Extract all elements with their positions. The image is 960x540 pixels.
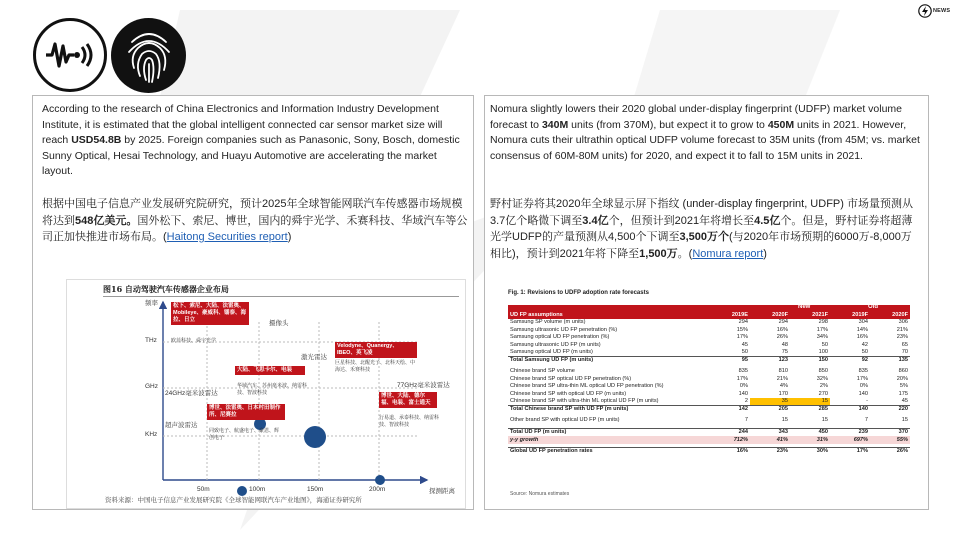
row-value: 450 (790, 429, 830, 437)
text-segment: 根据中国电子信息产业发展研究院研究，预计2025年全球智能网联汽车传感器市场规模将达到 (42, 198, 463, 227)
row-value: 5% (899, 383, 908, 390)
text-segment: (与2020年市场预期的6000万-8,000万相比)，预计到2021年将下降至 (490, 231, 912, 260)
y-tick-khz: KHz (145, 431, 158, 438)
camera-label: 摄像头 (269, 320, 289, 327)
table-row (508, 342, 910, 349)
row-value: 205 (750, 406, 790, 414)
row-value: 35 (750, 398, 790, 406)
row-value: 15 (781, 417, 788, 424)
row-value: 150 (790, 357, 830, 365)
row-value: 50 (861, 348, 868, 355)
news-label: NEWS (933, 8, 951, 14)
row-value: 92 (830, 357, 870, 365)
row-value: 135 (870, 357, 910, 365)
row-value: 16% (776, 326, 788, 333)
row-value: 15 (821, 417, 828, 424)
table-row (508, 327, 910, 334)
table-row (508, 376, 910, 383)
row-label: Samsung optical UD FP penetration (%) (510, 334, 610, 341)
text-segment: 野村证券将其2020年全球显示屏下指纹 (under-display fingerprint, UDFP) 市场量预测从3.7亿个略微下调至 (490, 198, 913, 227)
signal-wave-icon (44, 40, 96, 70)
y-tick-thz: THz (145, 337, 157, 344)
row-value: 26% (776, 334, 788, 341)
row-value: 17% (830, 448, 870, 456)
chart-title: 图16 自动驾驶汽车传感器企业布局 (103, 284, 229, 294)
left-english-paragraph (42, 102, 467, 180)
table-row (508, 436, 910, 443)
row-label: Chinese brand SP with optical UD FP (m units) (510, 390, 627, 397)
row-label: Samsung optical UD FP (m units) (510, 348, 593, 355)
row-value: 14% (856, 326, 868, 333)
row-label: Total UD FP (m units) (508, 429, 710, 437)
lidar-label: 激光雷达 (301, 354, 327, 361)
forecast-2021-figure: 450M (767, 118, 795, 131)
band-old-label: Old (868, 304, 878, 310)
row-value: 835 (858, 368, 868, 375)
row-value: 0% (739, 383, 748, 390)
text-segment: by 2025. Foreign companies such as Panasonic, Sony, Bosch, domestic Sunny Optical, Hesai Technology, and Huayu Automotive are accelerating the market layout. (42, 134, 460, 177)
row-value: 220 (870, 406, 910, 414)
text-segment: According to the research of China Electronics and Information Industry Development Institute, it is estimated that the global intelligent connected car sensor market size will reach (42, 103, 443, 146)
row-value: 304 (858, 319, 868, 326)
camera-foreign-companies: 松下、索尼、大陆、法雷奥、Mobileye、豪威科、镭泰、海拉、日立 (171, 302, 249, 325)
row-value: 15% (736, 326, 748, 333)
row-value: 7 (864, 417, 868, 424)
x-tick-200m: 200m (369, 486, 386, 493)
text-segment: units (from 370M), but expect it to grow to (568, 118, 768, 131)
header-2019e: 2019E (710, 312, 750, 319)
forecast-2021-figure-cn: 4.5亿 (754, 214, 781, 227)
sensor-company-layout-chart (66, 279, 466, 509)
row-value: 306 (898, 319, 908, 326)
table-row (508, 406, 910, 414)
row-value: 270 (818, 390, 828, 397)
table-row (508, 357, 910, 365)
row-value: 835 (738, 368, 748, 375)
ultrathin-forecast-cn: 3,500万个 (679, 231, 730, 243)
row-value: 32% (816, 375, 828, 382)
row-value: 16% (710, 448, 750, 456)
row-value: 30% (790, 448, 830, 456)
band-new-label: New (798, 304, 811, 310)
row-value: 20% (896, 375, 908, 382)
table-row (508, 398, 910, 406)
text-segment: ) (287, 231, 292, 243)
row-label: Global UD FP penetration rates (508, 448, 710, 456)
77ghz-foreign-companies: 博世、大陆、德尔福、电装、富士通天 (379, 392, 437, 408)
row-value: 298 (818, 319, 828, 326)
row-value: 294 (738, 319, 748, 326)
header-2020f-new: 2020F (750, 312, 790, 319)
row-value: 4% (779, 383, 788, 390)
row-value: 140 (830, 406, 870, 414)
row-value: 850 (818, 368, 828, 375)
table-row (508, 368, 910, 375)
forecast-2020-figure: 340M (541, 118, 569, 131)
77ghz-radar-label: 77GHz毫米波雷达 (397, 382, 450, 389)
row-value: 2% (819, 383, 828, 390)
news-brand-logo[interactable] (918, 2, 954, 20)
row-value: 21% (776, 375, 788, 382)
table-header-row (508, 312, 910, 319)
left-chinese-paragraph (42, 196, 472, 246)
fingerprint-icon (124, 28, 174, 84)
left-content-panel (32, 95, 474, 510)
row-label: Chinese brand SP with ultra-thin ML optical UD FP (m units) (510, 397, 659, 404)
row-label: Total Samsung UD FP (m units) (508, 357, 710, 365)
row-label: Chinese brand SP volume (510, 368, 575, 375)
row-value: 175 (898, 390, 908, 397)
row-label: Samsung ultrasonic UD FP (m units) (510, 341, 601, 348)
row-value: 55% (870, 436, 910, 443)
row-value: 7 (744, 417, 748, 424)
row-value: 239 (830, 429, 870, 437)
row-value: 42 (861, 341, 868, 348)
row-value: 170 (778, 390, 788, 397)
text-segment: 。( (677, 247, 693, 260)
row-value: 65 (901, 341, 908, 348)
77ghz-domestic-companies: 行易道、承泰科技、纳雷科技、智波科技 (379, 415, 440, 428)
row-value: 70 (901, 348, 908, 355)
row-value: 697% (830, 436, 870, 443)
right-english-paragraph (490, 102, 922, 164)
row-value: 100 (818, 348, 828, 355)
figure-title: Fig. 1: Revisions to UDFP adoption rate forecasts (508, 290, 649, 296)
row-label: Samsung ultrasonic UD FP penetration (%) (510, 326, 618, 333)
row-value: 17% (736, 375, 748, 382)
row-value: 370 (870, 429, 910, 437)
row-value: 142 (710, 406, 750, 414)
row-value: 16% (856, 334, 868, 341)
row-value: 50 (821, 341, 828, 348)
row-value: 17% (736, 334, 748, 341)
text-segment: Nomura slightly lowers their 2020 global under-display fingerprint (UDFP) market volume forecast to (490, 103, 903, 131)
row-value: 17% (856, 375, 868, 382)
nomura-report-link[interactable]: Nomura report (692, 247, 764, 260)
row-value: 15 (790, 398, 830, 406)
row-value: 45 (741, 341, 748, 348)
row-value: 75 (781, 348, 788, 355)
x-tick-50m: 50m (197, 486, 210, 493)
table-row (508, 429, 910, 437)
ultrasonic-radar-label: 超声波雷达 (165, 422, 198, 429)
text-segment: units in 2021. However, Nomura cuts their ultrathin optical UDFP volume forecast to 35M units (from 45M; vs. market consensus of 60M-80M units) for 2020, and expect it to fall to 15M units in 2021. (490, 118, 920, 162)
text-segment: 国外松下、索尼、博世，国内的舜宇光学、禾赛科技、华域汽车等公司正加快推进市场布局。( (42, 214, 468, 243)
row-value: 343 (750, 429, 790, 437)
row-value: 810 (778, 368, 788, 375)
chart-source-note: 资料来源：中国电子信息产业发展研究院《全球智能网联汽车产业地图》，海通证券研究所 (105, 496, 362, 504)
row-label: Chinese brand SP ultra-thin ML optical UD FP penetration (%) (510, 383, 664, 390)
row-value: 23% (896, 334, 908, 341)
row-value: 285 (790, 406, 830, 414)
row-value: 26% (870, 448, 910, 456)
row-value: 23% (750, 448, 790, 456)
header-2020f-old: 2020F (870, 312, 910, 319)
row-label: y-y growth (508, 436, 710, 443)
24ghz-foreign-companies: 大陆、飞思卡尔、电装 (235, 366, 305, 375)
table-row (508, 448, 910, 456)
row-label: Total Chinese brand SP with UD FP (m units) (508, 406, 710, 414)
x-axis-label: 探测距离 (429, 488, 455, 495)
row-value: 2 (744, 397, 748, 404)
forecast-2020-figure-cn: 3.4亿 (582, 214, 609, 227)
market-size-figure-cn: 548亿美元。 (75, 214, 138, 227)
ultrathin-2021-cn: 1,500万 (639, 247, 678, 260)
row-label: Other brand SP with optical UD FP (m units) (510, 417, 620, 424)
text-segment: ) (763, 247, 767, 260)
row-value: - (866, 397, 868, 404)
row-value: 48 (781, 341, 788, 348)
udfp-assumptions-table (508, 312, 910, 456)
header-assumptions: UD FP assumptions (508, 312, 710, 319)
row-value: 294 (778, 319, 788, 326)
x-tick-100m: 100m (249, 486, 266, 493)
row-label: Samsung SP volume (m units) (510, 319, 586, 326)
ultrasonic-foreign-companies: 博世、法雷奥、日本村田制作所、尼赛拉 (207, 404, 285, 420)
lidar-domestic-companies: 巨星科技、北醒光子、北科天绘、中海达、禾赛科技 (335, 360, 416, 373)
row-value: 50 (741, 348, 748, 355)
table-row (508, 334, 910, 341)
row-value: 140 (858, 390, 868, 397)
right-chinese-paragraph (490, 196, 922, 262)
row-value: 15 (901, 417, 908, 424)
row-value: 95 (710, 357, 750, 365)
table-row (508, 391, 910, 398)
text-segment: 个。但是，野村证券将超薄光学UDFP的产量预测从4,500个下调至 (490, 214, 913, 243)
y-axis-label: 频率 (145, 300, 158, 307)
row-value: 860 (898, 368, 908, 375)
table-row (508, 417, 910, 424)
fingerprint-logo (111, 18, 186, 93)
row-value: 34% (816, 334, 828, 341)
figure-source-note: Source: Nomura estimates (510, 491, 570, 497)
row-value: 31% (790, 436, 830, 443)
row-value: 140 (738, 390, 748, 397)
x-tick-150m: 150m (307, 486, 324, 493)
node-77ghz-dot (375, 475, 385, 485)
lightning-bolt-icon (918, 4, 932, 18)
header-2021f: 2021F (790, 312, 830, 319)
sensor-signal-logo (33, 18, 107, 92)
camera-domestic-companies: 欧菲科技、舜宇光学 (171, 338, 217, 344)
row-value: 45 (901, 397, 908, 404)
row-value: 21% (896, 326, 908, 333)
row-value: 712% (710, 436, 750, 443)
lidar-foreign-companies: Velodyne、Quanergy、IBEO、英飞凌 (335, 342, 417, 358)
row-value: 17% (816, 326, 828, 333)
ultrasonic-domestic-companies: 同致电子、航盛电子、豪恩、辉创电子 (209, 428, 280, 441)
24ghz-domestic-companies: 华域汽车、苏州毫米波、纳雷科技、智波科技 (237, 383, 308, 396)
row-label: Chinese brand SP optical UD FP penetration (%) (510, 375, 632, 382)
right-content-panel (484, 95, 929, 510)
node-lidar-dot (304, 426, 326, 448)
row-value: 123 (750, 357, 790, 365)
y-tick-ghz: GHz (145, 383, 158, 390)
table-row (508, 319, 910, 326)
row-value: 41% (750, 436, 790, 443)
row-value: 0% (859, 383, 868, 390)
table-row (508, 383, 910, 390)
24ghz-radar-label: 24GHz毫米波雷达 (165, 390, 218, 397)
table-body (508, 319, 910, 455)
udfp-revisions-figure (504, 288, 914, 503)
text-segment: 个，但预计到2021年将增长至 (608, 214, 755, 227)
table-row (508, 349, 910, 357)
market-size-figure: USD54.8B (71, 134, 122, 146)
header-2019f-old: 2019F (830, 312, 870, 319)
row-value: 244 (710, 429, 750, 437)
haitong-report-link[interactable]: Haitong Securities report (166, 231, 288, 243)
